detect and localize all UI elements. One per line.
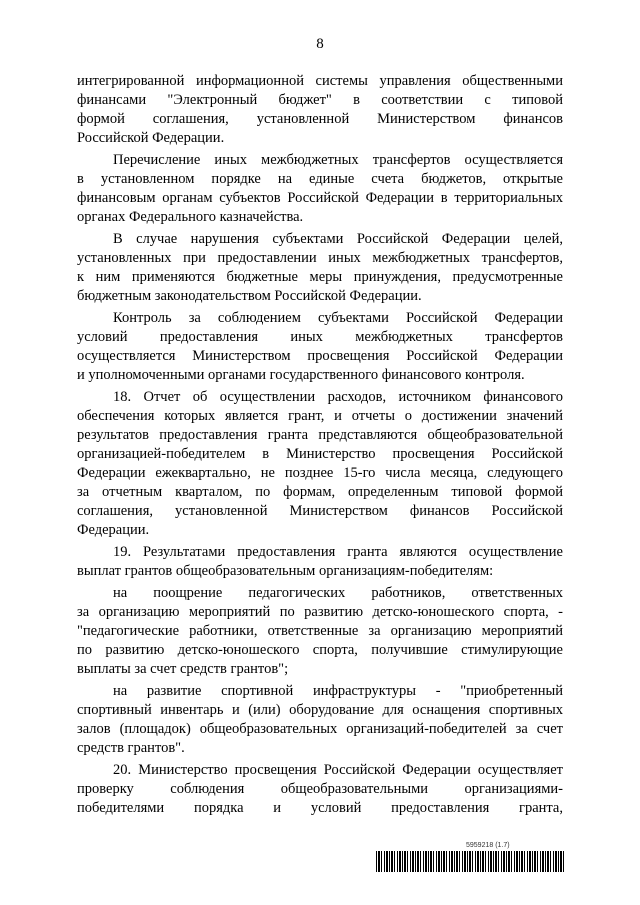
text-line: формой соглашения, установленной Министерством финансов (77, 111, 563, 127)
text-line: средств грантов". (77, 740, 185, 756)
text-line: организацией-победителем в Министерство просвещения Российской (77, 446, 563, 462)
text-line: интегрированной информационной системы управления общественными (77, 73, 563, 89)
text-line: Российской Федерации. (77, 130, 225, 146)
text-line: залов (площадок) общеобразовательных организаций-победителей за счет (77, 721, 563, 737)
text-line: выплат грантов общеобразовательным организациям-победителям: (77, 563, 494, 579)
text-line: на развитие спортивной инфраструктуры - "приобретенный (113, 683, 563, 699)
text-line: органах Федерального казначейства. (77, 209, 304, 225)
text-line: победителями порядка и условий предоставления гранта, (77, 800, 563, 816)
barcode-icon (376, 851, 564, 872)
text-line: за отчетным кварталом, по формам, определенным типовой формой (77, 484, 563, 500)
text-line: к ним применяются бюджетные меры принуждения, предусмотренные (77, 269, 563, 285)
text-line: Федерации. (77, 522, 150, 538)
text-line: В случае нарушения субъектами Российской Федерации целей, (113, 231, 563, 247)
text-line: Федерации ежеквартально, не позднее 15-го числа месяца, следующего (77, 465, 563, 481)
text-line: Перечисление иных межбюджетных трансфертов осуществляется (113, 152, 563, 168)
text-line: спортивный инвентарь и (или) оборудование для оснащения спортивных (77, 702, 563, 718)
text-line: установленных при предоставлении иных межбюджетных трансфертов, (77, 250, 563, 266)
text-line: обеспечения которых является грант, и отчеты о достижении значений (77, 408, 563, 424)
text-line: 19. Результатами предоставления гранта являются осуществление (113, 544, 563, 560)
text-line: 20. Министерство просвещения Российской Федерации осуществляет (113, 762, 563, 778)
text-line: бюджетным законодательством Российской Федерации. (77, 288, 422, 304)
text-line: 18. Отчет об осуществлении расходов, источником финансового (113, 389, 563, 405)
text-line: осуществляется Министерством просвещения Российской Федерации (77, 348, 563, 364)
text-line: на поощрение педагогических работников, ответственных (113, 585, 563, 601)
text-line: в установленном порядке на единые счета бюджетов, открытые (77, 171, 563, 187)
text-line: проверку соблюдения общеобразовательными организациями- (77, 781, 563, 797)
text-line: по развитию детско-юношеского спорта, получившие стимулирующие (77, 642, 563, 658)
text-line: условий предоставления иных межбюджетных трансфертов (77, 329, 563, 345)
text-line: соглашения, установленной Министерством финансов Российской (77, 503, 563, 519)
text-line: и уполномоченными органами государственного финансового контроля. (77, 367, 525, 383)
text-line: за организацию мероприятий по развитию детско-юношеского спорта, - (77, 604, 563, 620)
text-line: финансовым органам субъектов Российской Федерации в территориальных (77, 190, 563, 206)
text-line: результатов предоставления гранта представляются общеобразовательной (77, 427, 563, 443)
text-line: Контроль за соблюдением субъектами Российской Федерации (113, 310, 563, 326)
page-number: 8 (316, 36, 324, 52)
text-line: финансами "Электронный бюджет" в соответствии с типовой (77, 92, 563, 108)
text-line: "педагогические работники, ответственные за организацию мероприятий (77, 623, 563, 639)
document-code: 5959218 (1.7) (466, 842, 510, 849)
text-line: выплаты за счет средств грантов"; (77, 661, 289, 677)
